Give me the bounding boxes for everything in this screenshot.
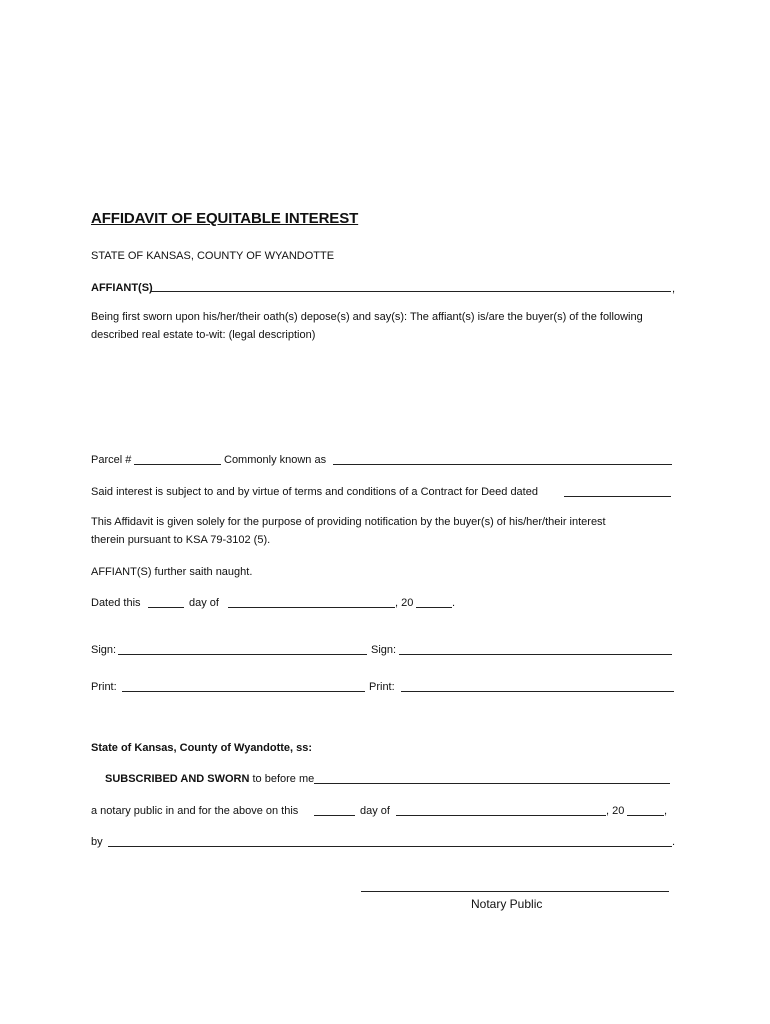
contract-text: Said interest is subject to and by virtue of terms and conditions of a Contract for Deed dated	[91, 486, 538, 498]
dated-month-line[interactable]	[228, 607, 395, 608]
notary-year-suffix: ,	[664, 805, 668, 817]
dated-this-label: Dated this	[91, 597, 141, 609]
oath-paragraph	[91, 308, 643, 344]
oath-line-2: described real estate to-wit: (legal description)	[91, 329, 316, 341]
by-label: by	[91, 836, 103, 848]
print-line-2[interactable]	[401, 691, 674, 692]
sign-line-1[interactable]	[118, 654, 367, 655]
notary-day-line[interactable]	[314, 815, 355, 816]
purpose-paragraph	[91, 513, 606, 549]
sign-label-1: Sign:	[91, 644, 117, 656]
contract-date-line[interactable]	[564, 496, 671, 497]
dated-year-suffix: .	[452, 597, 456, 609]
oath-line-1: Being first sworn upon his/her/their oath(s) depose(s) and say(s): The affiant(s) is/are the buyer(s) of the following	[91, 311, 643, 323]
sign-label-2: Sign:	[371, 644, 397, 656]
print-label-1: Print:	[91, 681, 117, 693]
notary-signature-line[interactable]	[361, 891, 669, 892]
print-line-1[interactable]	[122, 691, 365, 692]
dated-day-of-label: day of	[189, 597, 219, 609]
document-title: AFFIDAVIT OF EQUITABLE INTEREST	[91, 210, 359, 227]
further-saith-line: AFFIANT(S) further saith naught.	[91, 566, 253, 578]
notary-day-of-label: day of	[360, 805, 390, 817]
subscribed-rest: to before me	[252, 773, 315, 785]
notary-year-line[interactable]	[627, 815, 664, 816]
by-suffix: .	[672, 836, 676, 848]
purpose-line-1: This Affidavit is given solely for the purpose of providing notification by the buyer(s) of his/her/their interest	[91, 516, 606, 528]
subscribed-line	[105, 772, 314, 786]
commonly-known-label: Commonly known as	[224, 454, 327, 466]
notary-heading: State of Kansas, County of Wyandotte, ss:	[91, 742, 313, 754]
notary-year-prefix: , 20	[606, 805, 625, 817]
dated-day-line[interactable]	[148, 607, 184, 608]
parcel-label: Parcel #	[91, 454, 132, 466]
parcel-number-line[interactable]	[134, 464, 221, 465]
print-label-2: Print:	[369, 681, 395, 693]
dated-year-prefix: , 20	[395, 597, 414, 609]
by-line[interactable]	[108, 846, 672, 847]
subscribed-before-line[interactable]	[314, 783, 670, 784]
affiants-comma: ,	[672, 283, 676, 295]
notary-public-label: Notary Public	[471, 897, 543, 911]
sign-line-2[interactable]	[399, 654, 672, 655]
affiants-label: AFFIANT(S)	[91, 282, 153, 294]
purpose-line-2: therein pursuant to KSA 79-3102 (5).	[91, 534, 271, 546]
notary-public-on-this: a notary public in and for the above on this	[91, 805, 299, 817]
dated-year-line[interactable]	[416, 607, 452, 608]
commonly-known-line[interactable]	[333, 464, 672, 465]
notary-month-line[interactable]	[396, 815, 606, 816]
subscribed-bold: SUBSCRIBED AND SWORN	[105, 773, 250, 785]
affiants-blank-line[interactable]	[151, 291, 671, 292]
state-county-line: STATE OF KANSAS, COUNTY OF WYANDOTTE	[91, 250, 335, 262]
